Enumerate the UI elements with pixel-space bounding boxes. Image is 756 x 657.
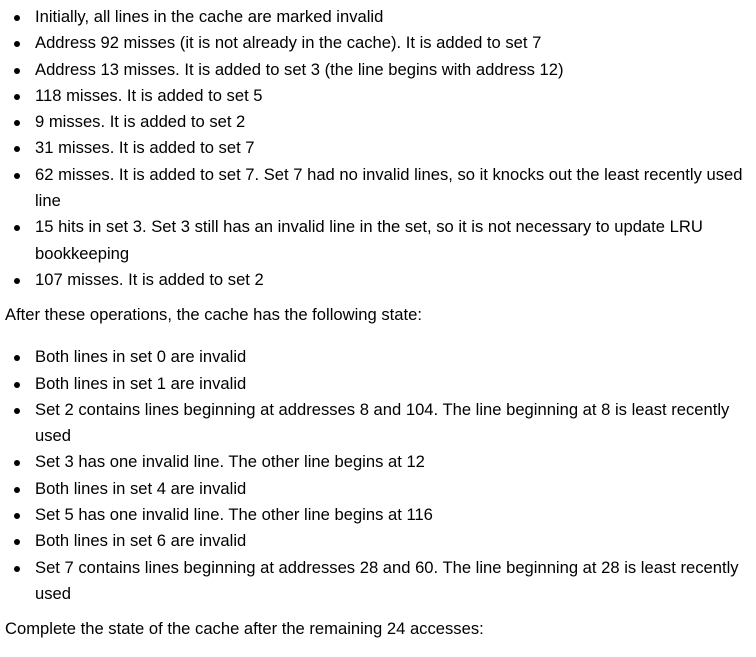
list-item-text: Set 7 contains lines beginning at addresses 28 and 60. The line beginning at 28 is least recently used: [35, 557, 739, 603]
list-item: [0, 135, 756, 161]
bullet-icon: [14, 513, 20, 519]
bullet-icon: [14, 487, 20, 493]
list-item-text: 31 misses. It is added to set 7: [35, 138, 255, 158]
list-item: [0, 83, 756, 109]
bullet-icon: [14, 94, 20, 100]
bullet-icon: [14, 146, 20, 152]
access-trace-list: [0, 4, 756, 293]
bullet-icon: [14, 120, 20, 126]
bullet-icon: [14, 382, 20, 388]
state-intro-paragraph: After these operations, the cache has the following state:: [5, 305, 422, 325]
list-item-text: Both lines in set 4 are invalid: [35, 478, 247, 498]
list-item-text: 9 misses. It is added to set 2: [35, 112, 246, 132]
list-item-text: 118 misses. It is added to set 5: [35, 85, 263, 105]
bullet-icon: [14, 355, 20, 361]
bullet-icon: [14, 539, 20, 545]
bullet-icon: [14, 41, 20, 47]
bullet-icon: [14, 225, 20, 231]
list-item-text: 62 misses. It is added to set 7. Set 7 had no invalid lines, so it knocks out the least recently used line: [35, 164, 743, 211]
list-item-text: Set 2 contains lines beginning at addresses 8 and 104. The line beginning at 8 is least recently used: [35, 399, 730, 446]
list-item: [0, 371, 756, 397]
list-item: [0, 476, 756, 502]
list-item: [0, 214, 756, 267]
list-item: [0, 4, 756, 30]
list-item-text: Address 13 misses. It is added to set 3 (the line begins with address 12): [35, 59, 564, 79]
list-item-text: Initially, all lines in the cache are marked invalid: [35, 7, 384, 26]
list-item: [0, 109, 756, 135]
list-item: [0, 502, 756, 528]
list-item-text: Address 92 misses (it is not already in the cache). It is added to set 7: [35, 33, 542, 53]
list-item-text: Set 3 has one invalid line. The other line begins at 12: [35, 452, 425, 472]
list-item-text: Both lines in set 0 are invalid: [35, 347, 247, 367]
bullet-icon: [14, 408, 20, 414]
list-item: [0, 162, 756, 215]
list-item: [0, 344, 756, 370]
list-item: [0, 555, 756, 608]
list-item: [0, 30, 756, 56]
list-item-text: Set 5 has one invalid line. The other line begins at 116: [35, 505, 433, 525]
list-item: [0, 57, 756, 83]
bullet-icon: [14, 460, 20, 466]
list-item: [0, 528, 756, 554]
bullet-icon: [14, 15, 20, 21]
bullet-icon: [14, 566, 20, 572]
list-item-text: Both lines in set 1 are invalid: [35, 373, 247, 393]
list-item-text: Both lines in set 6 are invalid: [35, 531, 247, 551]
bullet-icon: [14, 278, 20, 284]
cache-state-list: [0, 344, 756, 607]
list-item: [0, 397, 756, 450]
list-item-text: 15 hits in set 3. Set 3 still has an invalid line in the set, so it is not necessary to update LRU bookkeeping: [35, 217, 703, 263]
bullet-icon: [14, 173, 20, 179]
list-item: [0, 449, 756, 475]
exercise-prompt-paragraph: Complete the state of the cache after the remaining 24 accesses:: [5, 619, 484, 639]
bullet-icon: [14, 68, 20, 74]
list-item: [0, 267, 756, 293]
list-item-text: 107 misses. It is added to set 2: [35, 269, 264, 289]
